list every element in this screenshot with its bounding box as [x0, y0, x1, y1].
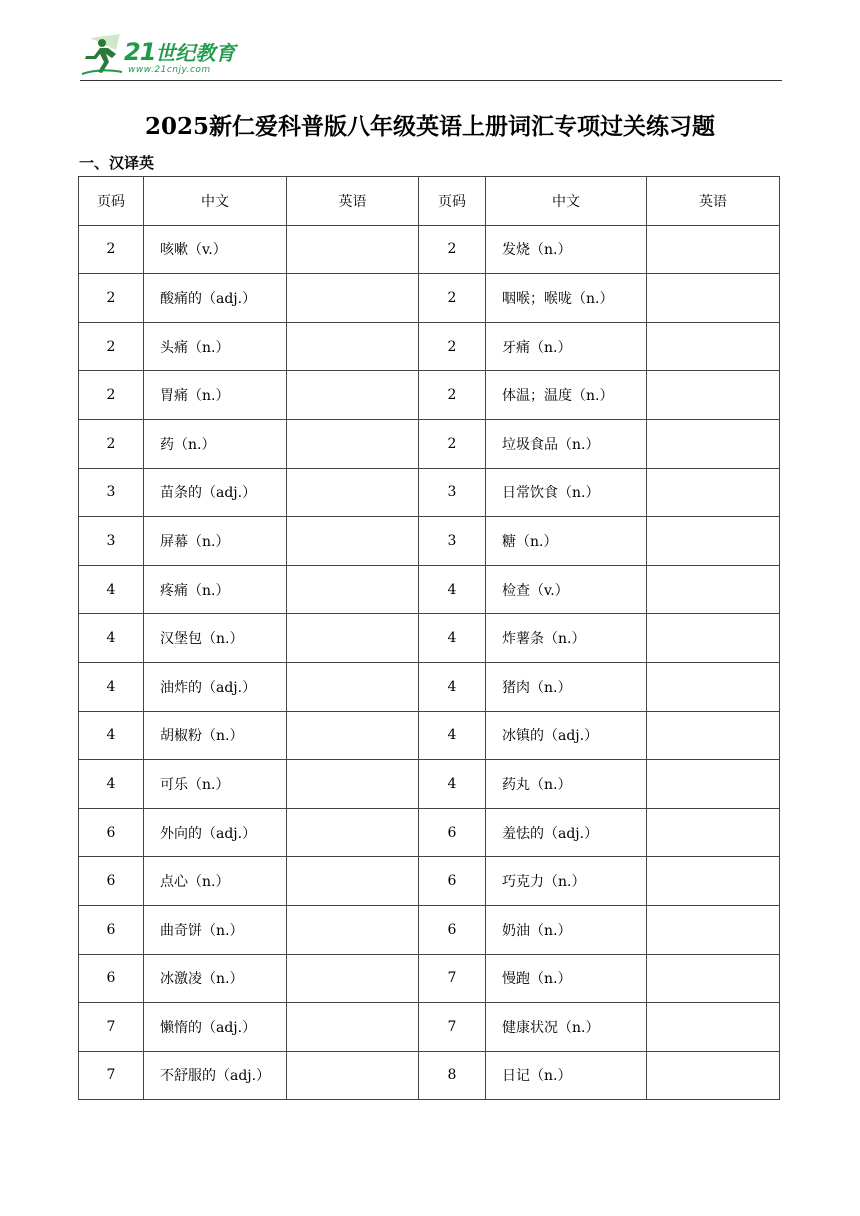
page-cell: 6 [419, 905, 486, 954]
chinese-cell: 垃圾食品（n.） [486, 419, 647, 468]
page-cell: 4 [79, 711, 144, 760]
chinese-cell: 冰镇的（adj.） [486, 711, 647, 760]
page-cell: 4 [419, 760, 486, 809]
english-answer-cell[interactable] [647, 1003, 780, 1052]
english-answer-cell[interactable] [647, 274, 780, 323]
english-answer-cell[interactable] [287, 274, 419, 323]
chinese-cell: 猪肉（n.） [486, 662, 647, 711]
english-answer-cell[interactable] [287, 419, 419, 468]
page-cell: 6 [79, 954, 144, 1003]
english-answer-cell[interactable] [287, 1003, 419, 1052]
table-row [79, 614, 780, 663]
english-answer-cell[interactable] [647, 905, 780, 954]
page-cell: 4 [79, 760, 144, 809]
chinese-cell: 懒惰的（adj.） [144, 1003, 287, 1052]
page-cell: 4 [419, 662, 486, 711]
page-cell: 4 [419, 565, 486, 614]
table-row [79, 760, 780, 809]
chinese-cell: 外向的（adj.） [144, 808, 287, 857]
logo [80, 34, 250, 78]
english-answer-cell[interactable] [287, 371, 419, 420]
english-answer-cell[interactable] [647, 371, 780, 420]
table-header-row [79, 177, 780, 226]
english-answer-cell[interactable] [287, 614, 419, 663]
page-cell: 2 [79, 371, 144, 420]
english-answer-cell[interactable] [647, 565, 780, 614]
chinese-cell: 牙痛（n.） [486, 322, 647, 371]
english-answer-cell[interactable] [647, 468, 780, 517]
page-title: 2025新仁爱科普版八年级英语上册词汇专项过关练习题 [144, 113, 715, 140]
page-cell: 8 [419, 1051, 486, 1100]
table-row [79, 371, 780, 420]
page-cell: 4 [419, 614, 486, 663]
table-row [79, 565, 780, 614]
chinese-cell: 日常饮食（n.） [486, 468, 647, 517]
table-row [79, 711, 780, 760]
page-cell: 7 [419, 1003, 486, 1052]
english-answer-cell[interactable] [287, 808, 419, 857]
page-cell: 2 [419, 419, 486, 468]
english-answer-cell[interactable] [287, 517, 419, 566]
chinese-cell: 检查（v.） [486, 565, 647, 614]
page-cell: 7 [79, 1003, 144, 1052]
chinese-cell: 体温；温度（n.） [486, 371, 647, 420]
header-chinese-1: 中文 [144, 177, 287, 226]
english-answer-cell[interactable] [287, 954, 419, 1003]
english-answer-cell[interactable] [647, 662, 780, 711]
table-row [79, 1051, 780, 1100]
page-header [80, 34, 782, 81]
chinese-cell: 炸薯条（n.） [486, 614, 647, 663]
table-body [79, 225, 780, 1100]
page-cell: 3 [79, 517, 144, 566]
chinese-cell: 屏幕（n.） [144, 517, 287, 566]
table-row [79, 662, 780, 711]
table-row [79, 905, 780, 954]
section-heading: 一、汉译英 [79, 154, 155, 172]
page-cell: 2 [79, 225, 144, 274]
chinese-cell: 糖（n.） [486, 517, 647, 566]
table-row [79, 954, 780, 1003]
chinese-cell: 胡椒粉（n.） [144, 711, 287, 760]
english-answer-cell[interactable] [287, 225, 419, 274]
chinese-cell: 点心（n.） [144, 857, 287, 906]
page-cell: 2 [79, 419, 144, 468]
table-row [79, 322, 780, 371]
chinese-cell: 健康状况（n.） [486, 1003, 647, 1052]
page-cell: 2 [79, 322, 144, 371]
chinese-cell: 药（n.） [144, 419, 287, 468]
table-row [79, 517, 780, 566]
chinese-cell: 咳嗽（v.） [144, 225, 287, 274]
chinese-cell: 慢跑（n.） [486, 954, 647, 1003]
table-row [79, 468, 780, 517]
header-english-2: 英语 [647, 177, 780, 226]
page-cell: 4 [79, 565, 144, 614]
english-answer-cell[interactable] [647, 954, 780, 1003]
table-row [79, 808, 780, 857]
english-answer-cell[interactable] [647, 517, 780, 566]
vocab-table [78, 176, 780, 1100]
english-answer-cell[interactable] [647, 808, 780, 857]
english-answer-cell[interactable] [287, 760, 419, 809]
logo-wordmark: 21世纪教育 [124, 38, 236, 66]
page-cell: 2 [79, 274, 144, 323]
english-answer-cell[interactable] [287, 322, 419, 371]
page-cell: 3 [419, 468, 486, 517]
page-cell: 7 [79, 1051, 144, 1100]
english-answer-cell[interactable] [647, 419, 780, 468]
english-answer-cell[interactable] [647, 614, 780, 663]
english-answer-cell[interactable] [647, 225, 780, 274]
page-cell: 6 [79, 905, 144, 954]
english-answer-cell[interactable] [287, 711, 419, 760]
chinese-cell: 头痛（n.） [144, 322, 287, 371]
english-answer-cell[interactable] [647, 322, 780, 371]
page-cell: 4 [419, 711, 486, 760]
chinese-cell: 冰激凌（n.） [144, 954, 287, 1003]
english-answer-cell[interactable] [647, 1051, 780, 1100]
header-chinese-2: 中文 [486, 177, 647, 226]
page-cell: 2 [419, 371, 486, 420]
header-page-1: 页码 [79, 177, 144, 226]
english-answer-cell[interactable] [287, 565, 419, 614]
page-cell: 2 [419, 225, 486, 274]
chinese-cell: 疼痛（n.） [144, 565, 287, 614]
chinese-cell: 可乐（n.） [144, 760, 287, 809]
table-row [79, 857, 780, 906]
chinese-cell: 汉堡包（n.） [144, 614, 287, 663]
page-cell: 3 [79, 468, 144, 517]
english-answer-cell[interactable] [287, 857, 419, 906]
page-cell: 6 [79, 808, 144, 857]
page-cell: 2 [419, 322, 486, 371]
chinese-cell: 酸痛的（adj.） [144, 274, 287, 323]
chinese-cell: 发烧（n.） [486, 225, 647, 274]
page-cell: 6 [79, 857, 144, 906]
english-answer-cell[interactable] [287, 662, 419, 711]
chinese-cell: 胃痛（n.） [144, 371, 287, 420]
header-page-2: 页码 [419, 177, 486, 226]
table-row [79, 419, 780, 468]
page-cell: 7 [419, 954, 486, 1003]
table-row [79, 225, 780, 274]
chinese-cell: 曲奇饼（n.） [144, 905, 287, 954]
page-cell: 2 [419, 274, 486, 323]
page-cell: 4 [79, 614, 144, 663]
chinese-cell: 日记（n.） [486, 1051, 647, 1100]
table-row [79, 274, 780, 323]
chinese-cell: 咽喉；喉咙（n.） [486, 274, 647, 323]
english-answer-cell[interactable] [287, 905, 419, 954]
english-answer-cell[interactable] [647, 760, 780, 809]
page-cell: 3 [419, 517, 486, 566]
running-man-logo-icon [80, 34, 124, 76]
english-answer-cell[interactable] [287, 468, 419, 517]
chinese-cell: 油炸的（adj.） [144, 662, 287, 711]
english-answer-cell[interactable] [647, 711, 780, 760]
chinese-cell: 苗条的（adj.） [144, 468, 287, 517]
page-cell: 6 [419, 857, 486, 906]
chinese-cell: 巧克力（n.） [486, 857, 647, 906]
chinese-cell: 羞怯的（adj.） [486, 808, 647, 857]
page-cell: 4 [79, 662, 144, 711]
chinese-cell: 药丸（n.） [486, 760, 647, 809]
chinese-cell: 奶油（n.） [486, 905, 647, 954]
english-answer-cell[interactable] [647, 857, 780, 906]
header-english-1: 英语 [287, 177, 419, 226]
table-row [79, 1003, 780, 1052]
english-answer-cell[interactable] [287, 1051, 419, 1100]
logo-url: www.21cnjy.com [128, 65, 211, 75]
chinese-cell: 不舒服的（adj.） [144, 1051, 287, 1100]
page-cell: 6 [419, 808, 486, 857]
